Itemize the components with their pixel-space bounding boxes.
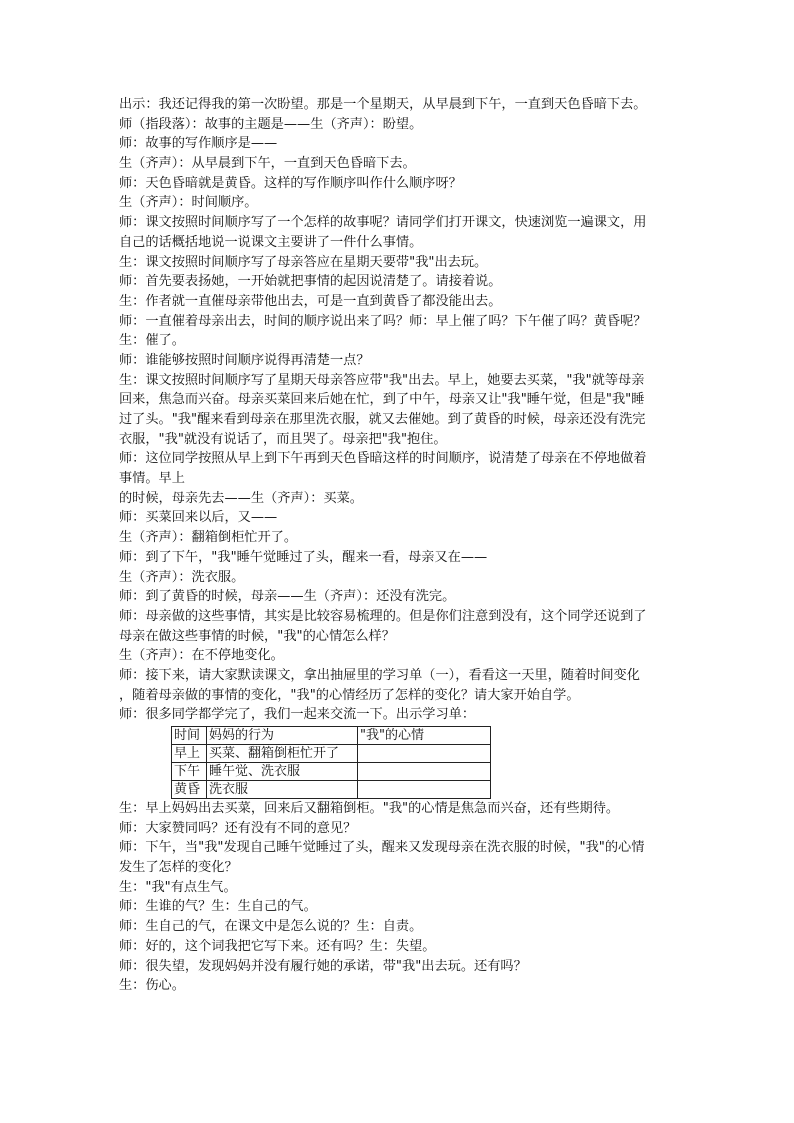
transcript-line: 事情。早上 [119, 471, 185, 487]
table-cell: 下午 [172, 763, 207, 781]
transcript-line: 师：生谁的气？生：生自己的气。 [119, 899, 317, 915]
transcript-line: 师：首先要表扬她，一开始就把事情的起因说清楚了。请接着说。 [119, 274, 502, 290]
transcript-line: 生（齐声）：时间顺序。 [119, 195, 258, 211]
transcript-line: 回来，焦急而兴奋。母亲买菜回来后她在忙，到了中午，母亲又让"我"睡午觉，但是"我"睡 [119, 392, 645, 408]
header-my-mood: "我"的心情 [358, 727, 491, 745]
transcript-line: 师：买菜回来以后，又—— [119, 510, 278, 526]
transcript-line: 师（指段落）：故事的主题是——生（齐声）：盼望。 [119, 116, 423, 132]
table-cell: 买菜、翻箱倒柜忙开了 [207, 745, 358, 763]
transcript-line: 师：天色昏暗就是黄昏。这样的写作顺序叫作什么顺序呀？ [119, 175, 462, 191]
table-cell [358, 763, 491, 781]
transcript-line: 师：到了下午，"我"睡午觉睡过了头，醒来一看，母亲又在—— [119, 549, 488, 565]
table-row [172, 763, 491, 781]
transcript-line: 自己的话概括地说一说课文主要讲了一件什么事情。 [119, 234, 423, 250]
transcript-line: 生：课文按照时间顺序写了星期天母亲答应带"我"出去。早上，她要去买菜，"我"就等母亲 [119, 372, 645, 388]
study-sheet-table [171, 726, 491, 799]
transcript-line: 师：生自己的气，在课文中是怎么说的？生：自责。 [119, 919, 423, 935]
transcript-line: 师：这位同学按照从早上到下午再到天色昏暗这样的时间顺序，说清楚了母亲在不停地做着 [119, 451, 647, 467]
transcript-line: 母亲在做这些事情的时候，"我"的心情怎么样？ [119, 628, 395, 644]
transcript-line: 师：下午，当"我"发现自己睡午觉睡过了头，醒来又发现母亲在洗衣服的时候，"我"的心情 [119, 840, 645, 856]
transcript-line: 师：一直催着母亲出去，时间的顺序说出来了吗？师：早上催了吗？下午催了吗？黄昏呢？ [119, 313, 647, 329]
transcript-line: 生（齐声）：翻箱倒柜忙开了。 [119, 530, 298, 546]
transcript-line: 衣服，"我"就没有说话了，而且哭了。母亲把"我"抱住。 [119, 431, 447, 447]
transcript-line: 生（齐声）：从早晨到下午，一直到天色昏暗下去。 [119, 156, 416, 172]
transcript-line: 师：好的，这个词我把它写下来。还有吗？生：失望。 [119, 938, 436, 954]
table-cell: 洗衣服 [207, 781, 358, 799]
transcript-line: 师：很多同学都学完了，我们一起来交流一下。出示学习单： [119, 707, 476, 723]
transcript-before-table [119, 95, 679, 725]
transcript-line: 的时候，母亲先去——生（齐声）：买菜。 [119, 490, 363, 506]
transcript-line: 出示：我还记得我的第一次盼望。那是一个星期天，从早晨到下午，一直到天色昏暗下去。 [119, 97, 647, 112]
table-cell: 黄昏 [172, 781, 207, 799]
header-mother-action: 妈妈的行为 [207, 727, 358, 745]
transcript-line: 生：催了。 [119, 333, 185, 349]
table-cell: 睡午觉、洗衣服 [207, 763, 358, 781]
table-row [172, 745, 491, 763]
table-cell: 早上 [172, 745, 207, 763]
transcript-after-table [119, 799, 679, 996]
table-cell [358, 745, 491, 763]
transcript-line: 师：母亲做的这些事情，其实是比较容易梳理的。但是你们注意到没有，这个同学还说到了 [119, 608, 647, 624]
transcript-line: 生：伤心。 [119, 978, 185, 994]
table-cell [358, 781, 491, 799]
transcript-line: 过了头。"我"醒来看到母亲在那里洗衣服，就又去催她。到了黄昏的时候，母亲还没有洗完 [119, 412, 646, 427]
transcript-line: 生：作者就一直催母亲带他出去，可是一直到黄昏了都没能出去。 [119, 293, 502, 309]
lesson-transcript [119, 95, 679, 996]
transcript-line: 师：大家赞同吗？还有没有不同的意见？ [119, 820, 357, 836]
transcript-line: 发生了怎样的变化？ [119, 860, 238, 876]
transcript-line: 生（齐声）：在不停地变化。 [119, 648, 284, 664]
transcript-line: 师：故事的写作顺序是—— [119, 136, 278, 152]
transcript-line: 师：很失望，发现妈妈并没有履行她的承诺，带"我"出去玩。还有吗？ [119, 958, 527, 974]
transcript-line: 生：课文按照时间顺序写了母亲答应在星期天要带"我"出去玩。 [119, 254, 488, 270]
table-header-row [172, 727, 491, 745]
transcript-line: 生："我"有点生气。 [119, 879, 237, 895]
transcript-line: 师：接下来，请大家默读课文，拿出抽屉里的学习单（一），看看这一天里，随着时间变化 [119, 667, 640, 683]
transcript-line: 生（齐声）：洗衣服。 [119, 569, 245, 585]
table-row [172, 781, 491, 799]
transcript-line: 师：课文按照时间顺序写了一个怎样的故事呢？请同学们打开课文，快速浏览一遍课文，用 [119, 215, 647, 231]
header-time: 时间 [172, 727, 207, 745]
transcript-line: 师：到了黄昏的时候，母亲——生（齐声）：还没有洗完。 [119, 589, 456, 605]
transcript-line: 师：谁能够按照时间顺序说得再清楚一点？ [119, 352, 370, 368]
transcript-line: ，随着母亲做的事情的变化，"我"的心情经历了怎样的变化？请大家开始自学。 [119, 687, 580, 703]
transcript-line: 生：早上妈妈出去买菜，回来后又翻箱倒柜。"我"的心情是焦急而兴奋，还有些期待。 [119, 801, 620, 816]
